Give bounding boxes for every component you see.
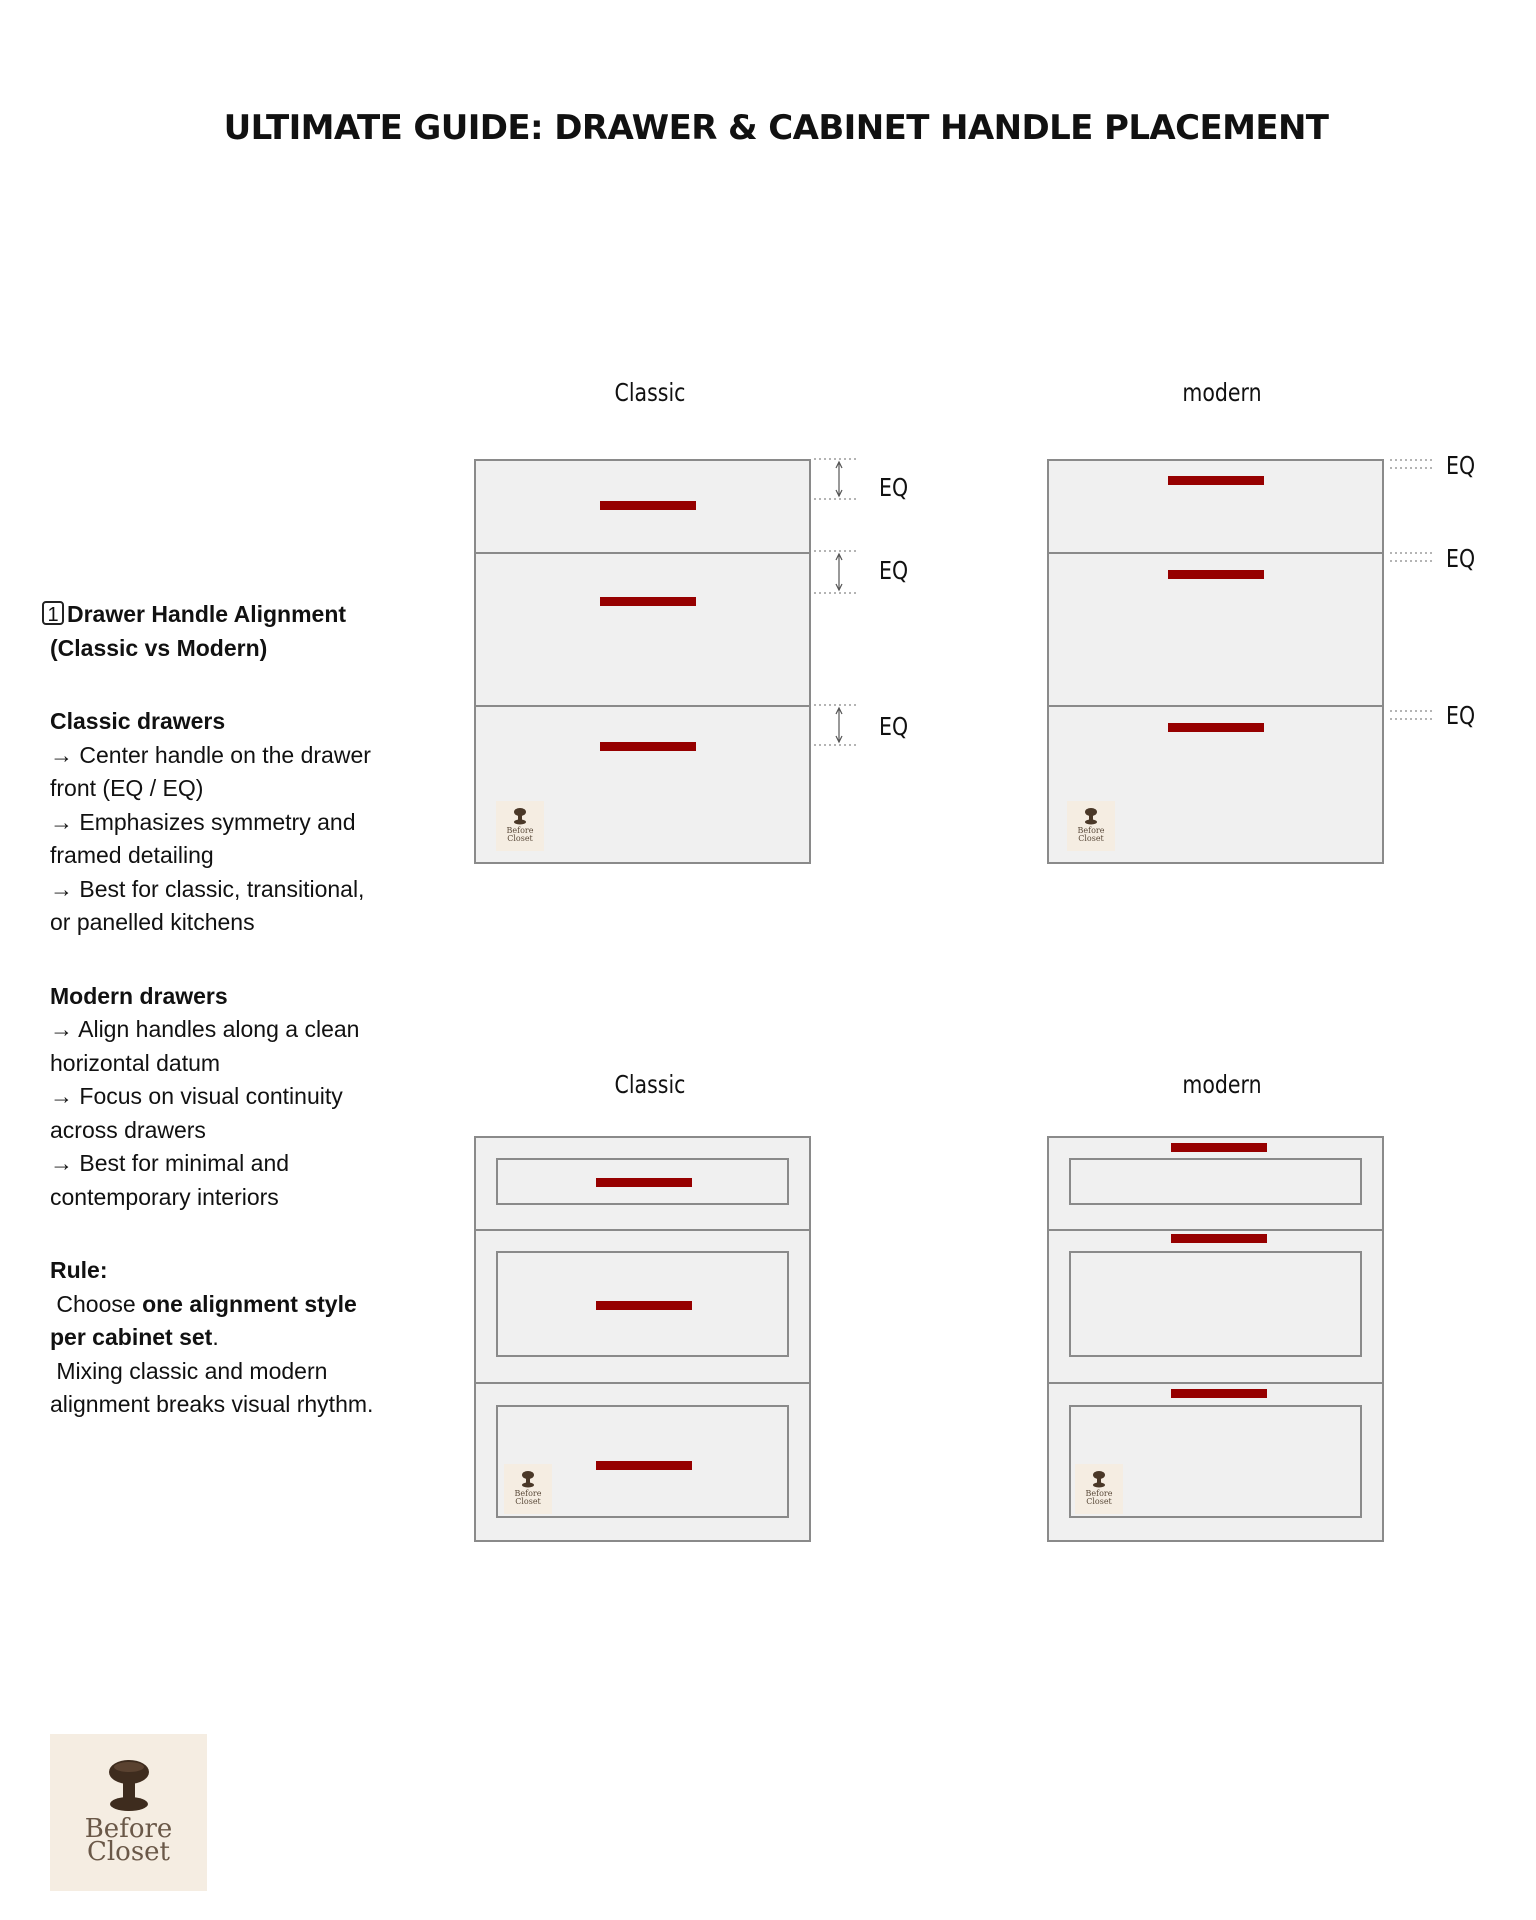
- rule-emphasis: per cabinet set: [50, 1324, 213, 1350]
- drawer: [476, 461, 809, 552]
- eq-label: EQ: [1446, 544, 1476, 573]
- drawer: [1049, 1138, 1382, 1229]
- mini-logo-line2: Closet: [1078, 834, 1104, 843]
- drawer-handle: [596, 1461, 692, 1470]
- knob-icon: [1083, 807, 1099, 825]
- drawer: [1049, 705, 1382, 862]
- rule-text: .: [212, 1324, 219, 1350]
- drawer: [1049, 461, 1382, 552]
- rule-line: [50, 1288, 420, 1322]
- note-line: → Focus on visual continuity: [50, 1083, 343, 1109]
- drawer: [476, 705, 809, 862]
- knob-icon: [1091, 1470, 1107, 1488]
- brand-logo: [50, 1734, 207, 1891]
- section-title-line1: Drawer Handle Alignment: [67, 601, 347, 627]
- knob-icon: [512, 807, 528, 825]
- drawer: [476, 1138, 809, 1229]
- drawer: [476, 1382, 809, 1540]
- panel-label-top-modern: modern: [1182, 378, 1262, 407]
- cabinet-bottom-classic: [474, 1136, 811, 1542]
- eq-label: EQ: [879, 556, 909, 585]
- note-line: → Emphasizes symmetry and: [50, 808, 356, 835]
- cabinet-bottom-modern: [1047, 1136, 1384, 1542]
- note-line: front (EQ / EQ): [50, 775, 204, 801]
- drawer-handle: [600, 597, 696, 606]
- rule-text: Choose: [50, 1290, 143, 1317]
- note-line: horizontal datum: [50, 1049, 221, 1076]
- drawer-handle: [1171, 1234, 1267, 1243]
- note-line: → Best for minimal and: [50, 1150, 290, 1176]
- mini-logo-line1: Before: [514, 1489, 542, 1498]
- panel-label-bottom-classic: Classic: [614, 1070, 686, 1099]
- section-number: 1: [42, 601, 64, 625]
- note-line: contemporary interiors: [50, 1183, 279, 1210]
- page-title: ULTIMATE GUIDE: DRAWER & CABINET HANDLE PLACEMENT: [223, 108, 1329, 148]
- drawer-handle: [1168, 476, 1264, 485]
- drawer: [1049, 1382, 1382, 1540]
- note-line: across drawers: [50, 1116, 206, 1143]
- panel-label-top-classic: Classic: [614, 378, 686, 407]
- note-line: Mixing classic and modern: [50, 1357, 328, 1384]
- panel-label-bottom-modern: modern: [1182, 1070, 1262, 1099]
- classic-heading: Classic drawers: [50, 708, 226, 734]
- mini-logo-line2: Closet: [507, 834, 533, 843]
- eq-label: EQ: [879, 712, 909, 741]
- drawer: [1049, 552, 1382, 705]
- drawer: [1049, 1229, 1382, 1382]
- drawer-handle: [596, 1178, 692, 1187]
- eq-label: EQ: [1446, 701, 1476, 730]
- drawer-panel-frame: [1069, 1158, 1362, 1205]
- eq-label: EQ: [879, 473, 909, 502]
- mini-logo: [1067, 801, 1115, 851]
- mini-logo-line1: Before: [1077, 826, 1105, 835]
- guide-notes: [47, 598, 420, 1422]
- cabinet-top-classic: [474, 459, 811, 864]
- drawer-handle: [600, 742, 696, 751]
- datum-dotted-lines: [1388, 455, 1438, 735]
- drawer-handle: [1171, 1389, 1267, 1398]
- note-line: → Align handles along a clean: [50, 1016, 360, 1042]
- cabinet-top-modern: [1047, 459, 1384, 864]
- section-heading: [47, 598, 420, 632]
- drawer-handle: [1168, 570, 1264, 579]
- mini-logo: [496, 801, 544, 851]
- mini-logo-line1: Before: [506, 826, 534, 835]
- knob-icon: [106, 1758, 152, 1814]
- mini-logo: [1075, 1464, 1123, 1514]
- note-line: alignment breaks visual rhythm.: [50, 1391, 374, 1417]
- brand-line2: Closet: [86, 1837, 171, 1867]
- drawer-handle: [1171, 1143, 1267, 1152]
- mini-logo-line2: Closet: [515, 1497, 541, 1506]
- eq-dimension-marks: [812, 455, 862, 755]
- drawer: [476, 552, 809, 705]
- note-line: → Best for classic, transitional,: [50, 875, 365, 902]
- knob-icon: [520, 1470, 536, 1488]
- rule-heading: Rule:: [50, 1257, 108, 1283]
- drawer-handle: [600, 501, 696, 510]
- brand-line1: Before: [84, 1814, 173, 1844]
- section-title-line2: (Classic vs Modern): [50, 634, 268, 661]
- drawer: [476, 1229, 809, 1382]
- note-line: or panelled kitchens: [50, 909, 255, 935]
- rule-emphasis: one alignment style: [142, 1290, 357, 1317]
- note-line: → Center handle on the drawer: [50, 741, 371, 768]
- drawer-handle: [1168, 723, 1264, 732]
- eq-label: EQ: [1446, 451, 1476, 480]
- rule-line: [50, 1321, 420, 1355]
- note-line: framed detailing: [50, 842, 214, 868]
- mini-logo-line1: Before: [1085, 1489, 1113, 1498]
- mini-logo: [504, 1464, 552, 1514]
- drawer-panel-frame: [1069, 1251, 1362, 1357]
- mini-logo-line2: Closet: [1086, 1497, 1112, 1506]
- modern-heading: Modern drawers: [50, 982, 228, 1009]
- drawer-handle: [596, 1301, 692, 1310]
